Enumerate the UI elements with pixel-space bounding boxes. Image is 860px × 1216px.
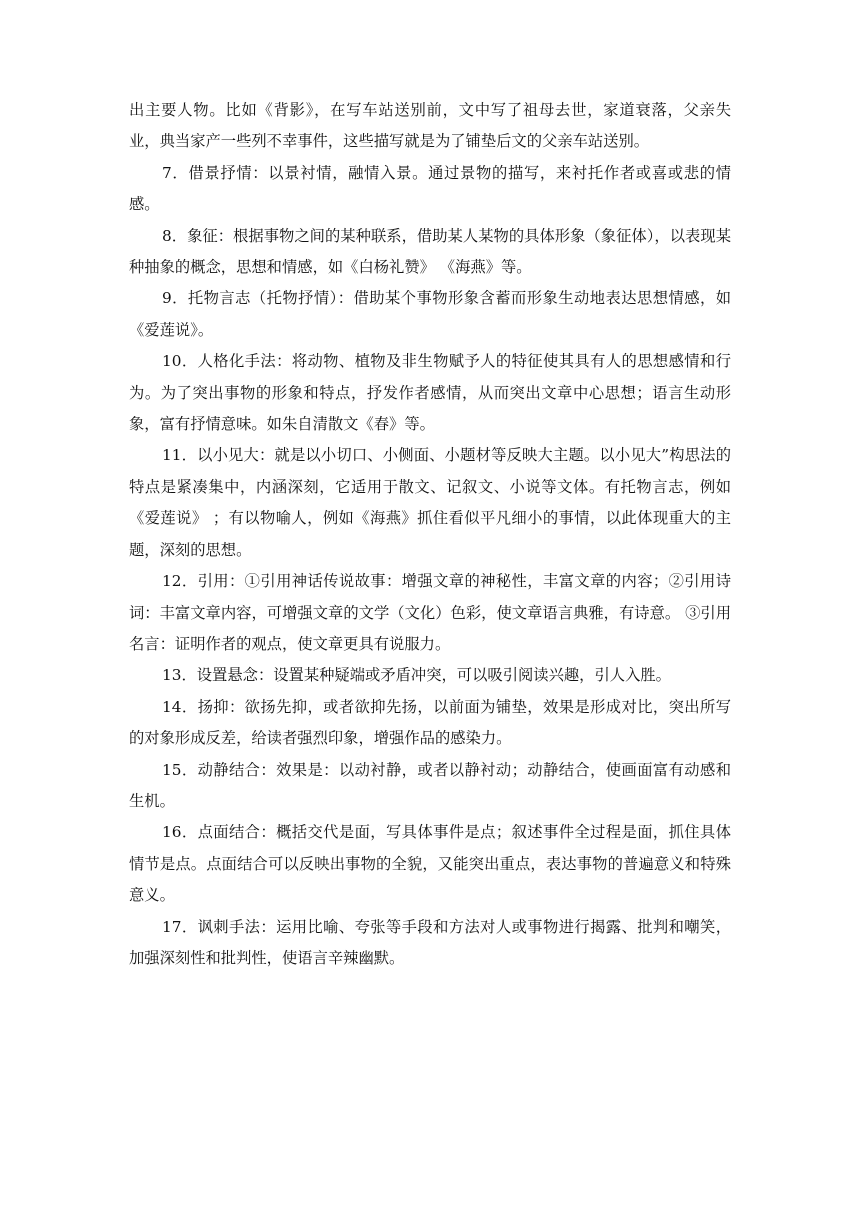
paragraph-item-15: 15．动静结合：效果是：以动衬静，或者以静衬动；动静结合，使画面富有动感和生机。: [129, 760, 731, 810]
paragraph-item-14: 14．扬抑：欲扬先抑，或者欲抑先扬，以前面为铺垫，效果是形成对比，突出所写的对象形成反差，给读者强烈印象，增强作品的感染力。: [129, 697, 731, 748]
paragraph-item-13: 13．设置悬念：设置某种疑端或矛盾冲突，可以吸引阅读兴趣，引人入胜。: [162, 666, 671, 685]
paragraph-item-11: 11．以小见大：就是以小切口、小侧面、小题材等反映大主题。以小见大”构思法的特点是紧凑集中，内涵深刻，它适用于散文、记叙文、小说等文体。有托物言志，例如《爱莲说》 ；有以物喻人，例如《海燕》抓住看似平凡细小的事情，以此体现重大的主题，深刻的思想。: [129, 446, 731, 559]
paragraph-item-12: 12．引用：①引用神话传说故事：增强文章的神秘性，丰富文章的内容；②引用诗词：丰富文章内容，可增强文章的文学（文化）色彩，使文章语言典雅，有诗意。 ③引用名言：证明作者的观点，使文章更具有说服力。: [129, 572, 731, 653]
paragraph-continuation: 出主要人物。比如《背影》，在写车站送别前，文中写了祖母去世，家道衰落，父亲失业，典当家产一些列不幸事件，这些描写就是为了铺垫后文的父亲车站送别。: [129, 101, 731, 151]
paragraph-item-8: 8．象征：根据事物之间的某种联系，借助某人某物的具体形象（象征体），以表现某种抽象的概念，思想和情感，如《白杨礼赞》 《海燕》等。: [129, 226, 731, 277]
paragraph-item-10: 10．人格化手法：将动物、植物及非生物赋予人的特征使其具有人的思想感情和行为。为了突出事物的形象和特点，抒发作者感情，从而突出文章中心思想；语言生动形象，富有抒情意味。如朱自清散文《春》等。: [129, 352, 731, 434]
document-body: [129, 95, 731, 974]
paragraph-item-17: 17．讽刺手法：运用比喻、夸张等手段和方法对人或事物进行揭露、批判和嘲笑，加强深刻性和批判性，使语言辛辣幽默。: [129, 917, 731, 967]
paragraph-item-7: 7．借景抒情：以景衬情，融情入景。通过景物的描写，来衬托作者或喜或悲的情感。: [129, 163, 731, 214]
paragraph-item-16: 16．点面结合：概括交代是面，写具体事件是点；叙述事件全过程是面，抓住具体情节是点。点面结合可以反映出事物的全貌，又能突出重点，表达事物的普遍意义和特殊意义。: [129, 823, 731, 905]
paragraph-item-9: 9．托物言志（托物抒情）：借助某个事物形象含蓄而形象生动地表达思想情感，如《爱莲说》。: [129, 289, 731, 339]
